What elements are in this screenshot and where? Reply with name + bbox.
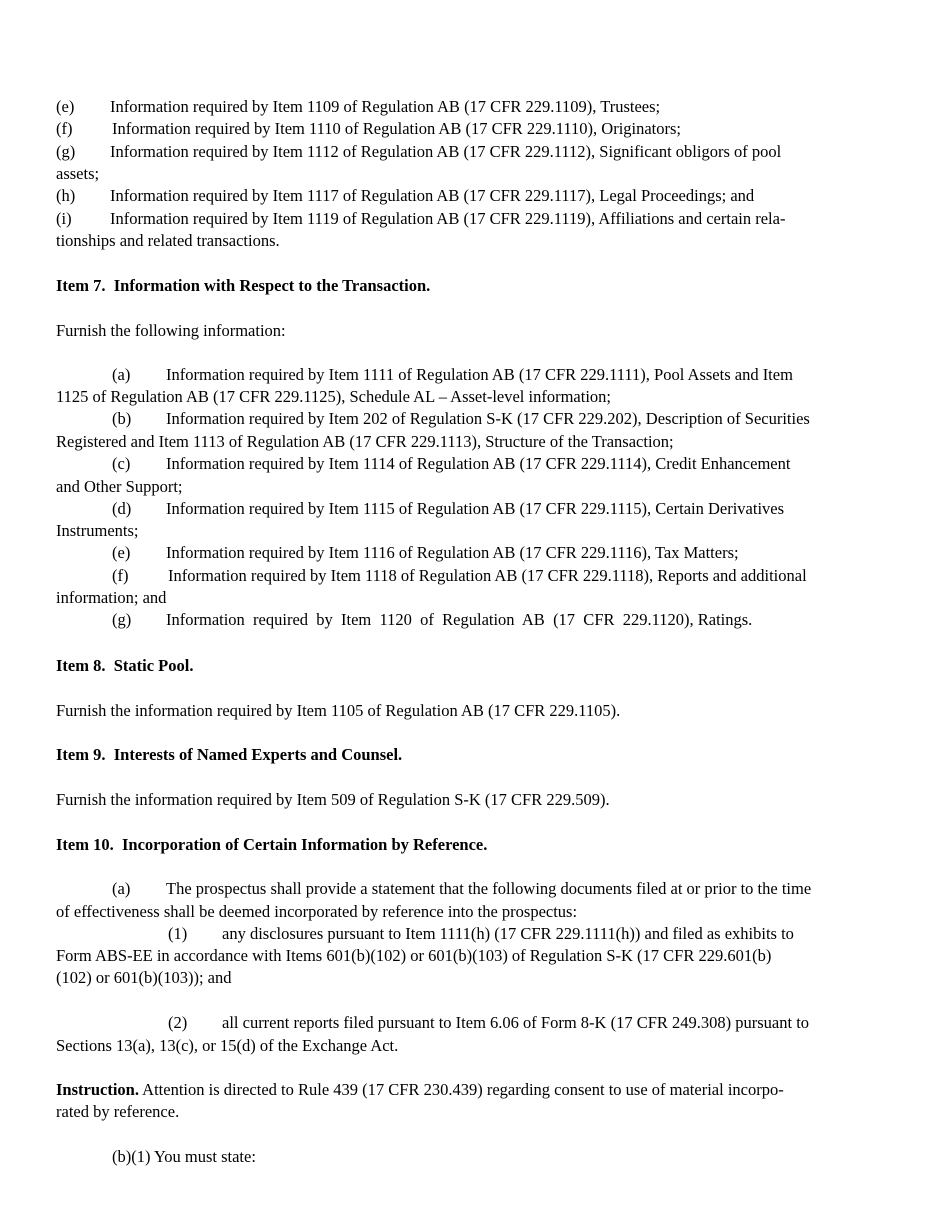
list-item: (i) Information required by Item 1119 of Regulation AB (17 CFR 229.1119), Affiliations and certain rela- xyxy=(56,209,786,228)
list-item: (b) Information required by Item 202 of Regulation S-K (17 CFR 229.202), Description of Securities xyxy=(112,409,810,428)
list-item: (f) Information required by Item 1118 of Regulation AB (17 CFR 229.1118), Reports and additional xyxy=(112,566,807,585)
list-item-continuation: Instruments; xyxy=(56,521,139,540)
instruction-paragraph: Instruction. Attention is directed to Rule 439 (17 CFR 230.439) regarding consent to use of material incorpo- xyxy=(56,1080,784,1099)
item7-intro: Furnish the following information: xyxy=(56,321,286,340)
list-item: (f) Information required by Item 1110 of Regulation AB (17 CFR 229.1110), Originators; xyxy=(56,119,682,138)
item10-paragraph-b: (b)(1) You must state: xyxy=(112,1147,256,1166)
list-item: (c) Information required by Item 1114 of Regulation AB (17 CFR 229.1114), Credit Enhancement xyxy=(112,454,791,473)
list-item: (a) Information required by Item 1111 of Regulation AB (17 CFR 229.1111), Pool Assets and Item xyxy=(112,365,793,384)
list-item: (e) Information required by Item 1116 of Regulation AB (17 CFR 229.1116), Tax Matters; xyxy=(112,543,739,562)
item10-subitem-1-continuation: (102) or 601(b)(103)); and xyxy=(56,968,232,987)
item10-paragraph-a-continuation: of effectiveness shall be deemed incorporated by reference into the prospectus: xyxy=(56,902,578,921)
item10-subitem-1-continuation: Form ABS-EE in accordance with Items 601(b)(102) or 601(b)(103) of Regulation S-K (17 CFR 229.601(b) xyxy=(56,946,772,965)
item9-text: Furnish the information required by Item 509 of Regulation S-K (17 CFR 229.509). xyxy=(56,790,610,809)
list-item: (g) Information required by Item 1112 of Regulation AB (17 CFR 229.1112), Significant obligors of pool xyxy=(56,142,782,161)
item10-heading: Item 10. Incorporation of Certain Information by Reference. xyxy=(56,835,488,854)
list-item-continuation: 1125 of Regulation AB (17 CFR 229.1125), Schedule AL – Asset-level information; xyxy=(56,387,611,406)
item8-text: Furnish the information required by Item 1105 of Regulation AB (17 CFR 229.1105). xyxy=(56,701,621,720)
item10-subitem-2: (2) all current reports filed pursuant to Item 6.06 of Form 8-K (17 CFR 249.308) pursuant to xyxy=(168,1013,810,1032)
list-item-continuation: and Other Support; xyxy=(56,477,183,496)
list-item: (e) Information required by Item 1109 of Regulation AB (17 CFR 229.1109), Trustees; xyxy=(56,97,661,116)
item8-heading: Item 8. Static Pool. xyxy=(56,656,194,675)
item9-heading: Item 9. Interests of Named Experts and Counsel. xyxy=(56,745,403,764)
item10-paragraph-a: (a) The prospectus shall provide a statement that the following documents filed at or prior to the time xyxy=(112,879,812,898)
instruction-continuation: rated by reference. xyxy=(56,1102,180,1121)
list-item-continuation: information; and xyxy=(56,588,167,607)
item10-subitem-2-continuation: Sections 13(a), 13(c), or 15(d) of the Exchange Act. xyxy=(56,1036,399,1055)
item7-heading: Item 7. Information with Respect to the Transaction. xyxy=(56,276,431,295)
list-item: (d) Information required by Item 1115 of Regulation AB (17 CFR 229.1115), Certain Derivatives xyxy=(112,499,785,518)
instruction-label: Instruction. xyxy=(56,1080,139,1099)
list-item: (g) Information required by Item 1120 of Regulation AB (17 CFR 229.1120), Ratings. xyxy=(112,610,753,629)
list-item-continuation: Registered and Item 1113 of Regulation AB (17 CFR 229.1113), Structure of the Transaction; xyxy=(56,432,674,451)
item10-subitem-1: (1) any disclosures pursuant to Item 1111(h) (17 CFR 229.1111(h)) and filed as exhibits to xyxy=(168,924,794,943)
list-item: (h) Information required by Item 1117 of Regulation AB (17 CFR 229.1117), Legal Proceedings; and xyxy=(56,186,755,205)
list-item-continuation: assets; xyxy=(56,164,100,183)
list-item-continuation: tionships and related transactions. xyxy=(56,231,280,250)
